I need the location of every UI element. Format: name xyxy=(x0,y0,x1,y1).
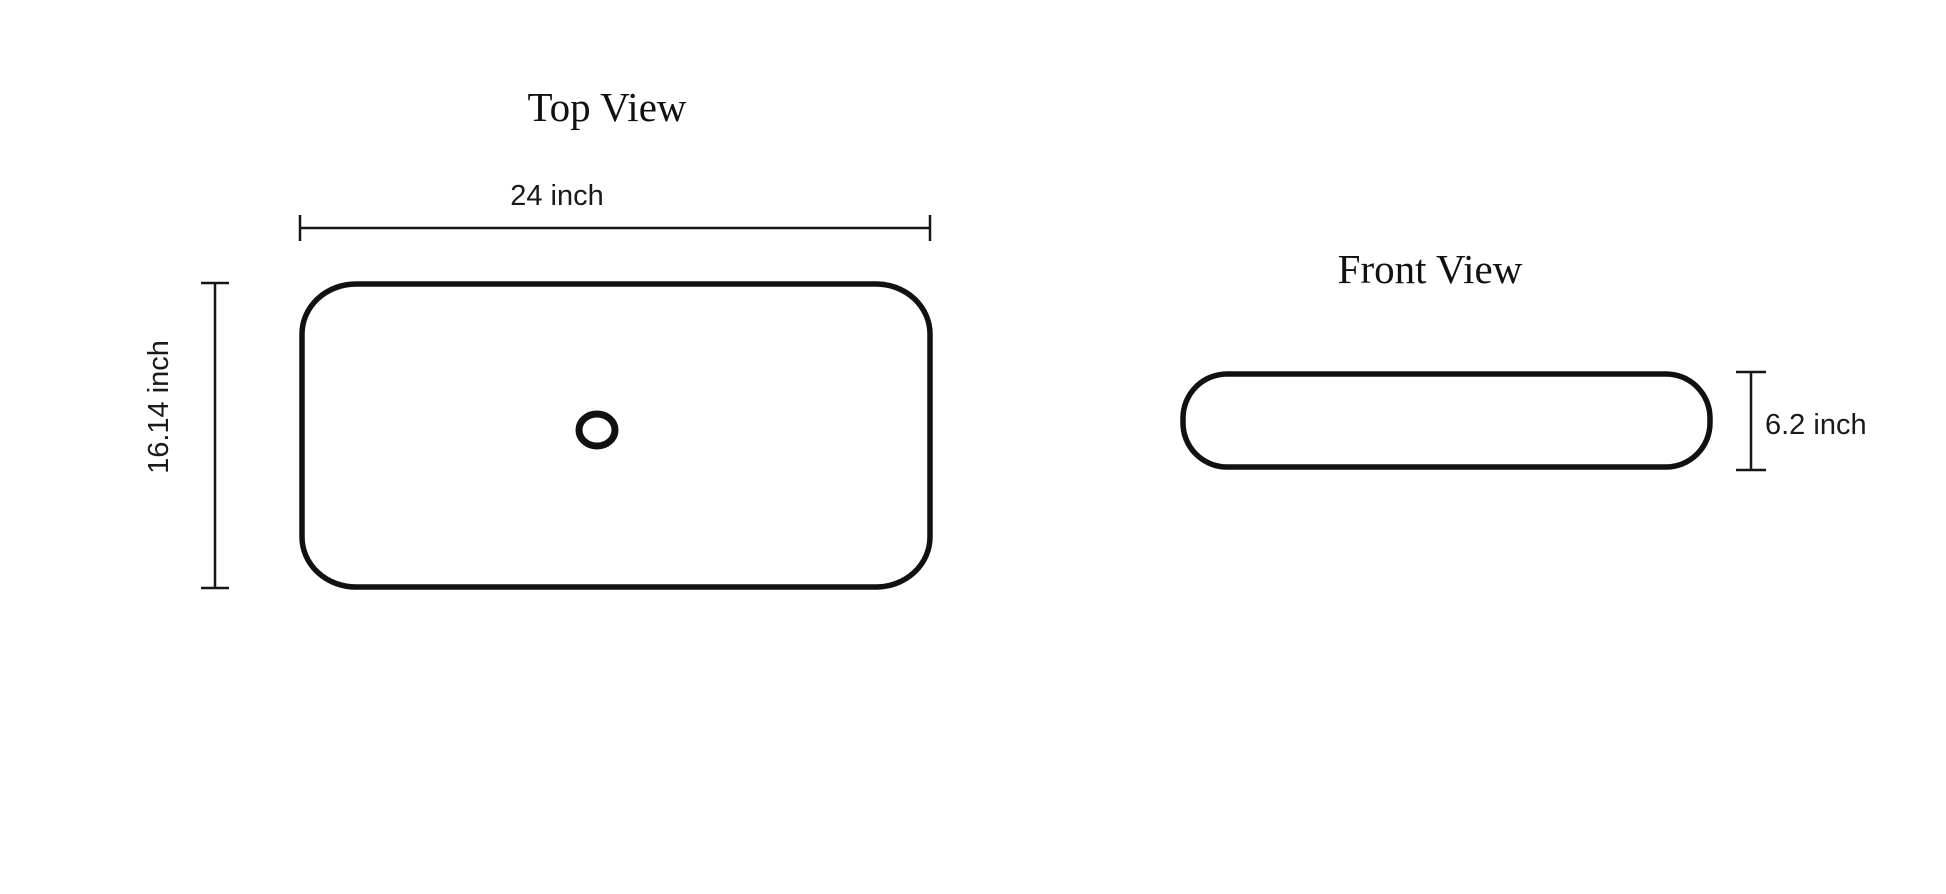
top-view-depth-label: 16.14 inch xyxy=(143,340,175,474)
front-view-basin-outline xyxy=(1183,374,1710,467)
drain-hole-icon xyxy=(579,414,615,446)
top-view-title: Top View xyxy=(527,84,687,130)
top-view-width-label: 24 inch xyxy=(510,180,604,212)
top-depth-dimension-line xyxy=(201,283,229,588)
front-view-height-label: 6.2 inch xyxy=(1765,409,1867,441)
top-width-dimension-line xyxy=(300,215,930,241)
front-height-dimension-line xyxy=(1736,372,1766,470)
front-view-title: Front View xyxy=(1337,246,1523,292)
